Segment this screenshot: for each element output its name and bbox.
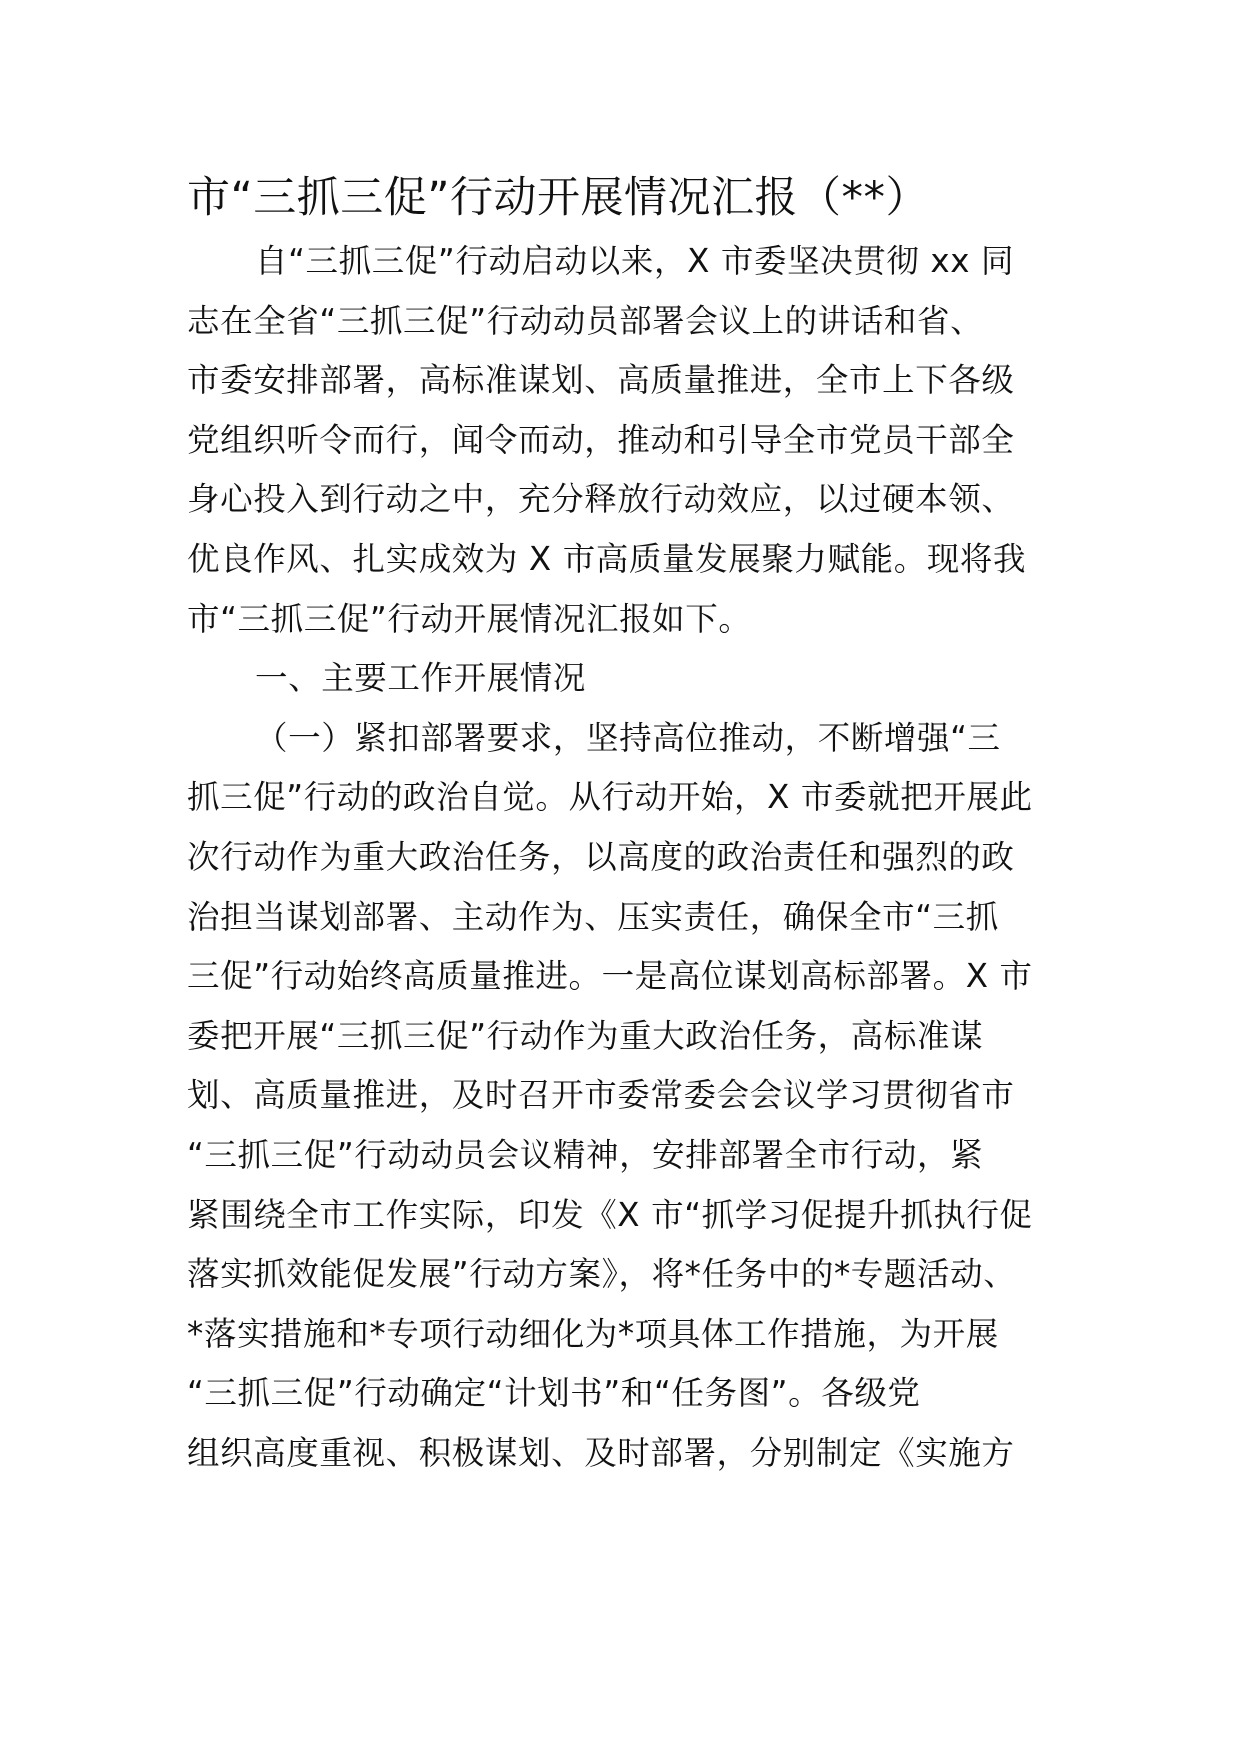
- paragraph-line: 志在全省“三抓三促”行动动员部署会议上的讲话和省、: [187, 301, 984, 340]
- paragraph-line: 优良作风、扎实成效为 X 市高质量发展聚力赋能。现将我: [187, 539, 1027, 578]
- paragraph-line: 治担当谋划部署、主动作为、压实责任，确保全市“三抓: [187, 897, 999, 936]
- paragraph-line: 市“三抓三促”行动开展情况汇报如下。: [187, 599, 752, 638]
- paragraph-line: 次行动作为重大政治任务，以高度的政治责任和强烈的政: [187, 837, 1015, 876]
- paragraph-line: 划、高质量推进，及时召开市委常委会会议学习贯彻省市: [187, 1076, 1015, 1115]
- subsection-heading-line: （一）紧扣部署要求，坚持高位推动，不断增强“三: [255, 718, 1001, 757]
- document-title: 市“三抓三促”行动开展情况汇报（**）: [187, 173, 930, 223]
- paragraph-line: 身心投入到行动之中，充分释放行动效应，以过硬本领、: [187, 480, 1015, 519]
- paragraph-line: 委把开展“三抓三促”行动作为重大政治任务，高标准谋: [187, 1016, 984, 1055]
- paragraph-line: “三抓三促”行动确定“计划书”和“任务图”。各级党: [187, 1374, 921, 1413]
- paragraph-line: 市委安排部署，高标准谋划、高质量推进，全市上下各级: [187, 361, 1015, 400]
- paragraph-line: 抓三促”行动的政治自觉。从行动开始，X 市委就把开展此: [187, 778, 1033, 817]
- document-body: [187, 232, 1067, 1483]
- paragraph-line: 自“三抓三促”行动启动以来，X 市委坚决贯彻 xx 同: [255, 242, 1015, 280]
- paragraph-line: 三促”行动始终高质量推进。一是高位谋划高标部署。X 市: [187, 957, 1033, 996]
- paragraph-line: 紧围绕全市工作实际，印发《X 市“抓学习促提升抓执行促: [187, 1195, 1033, 1234]
- paragraph-line: 组织高度重视、积极谋划、及时部署，分别制定《实施方: [187, 1433, 1015, 1472]
- section-heading: 一、主要工作开展情况: [255, 659, 587, 698]
- paragraph-line: 党组织听令而行，闻令而动，推动和引导全市党员干部全: [187, 420, 1015, 459]
- paragraph-line: *落实措施和*专项行动细化为*项具体工作措施，为开展: [187, 1314, 999, 1353]
- paragraph-line: 落实抓效能促发展”行动方案》，将*任务中的*专题活动、: [187, 1255, 1017, 1294]
- paragraph-line: “三抓三促”行动动员会议精神，安排部署全市行动，紧: [187, 1135, 984, 1174]
